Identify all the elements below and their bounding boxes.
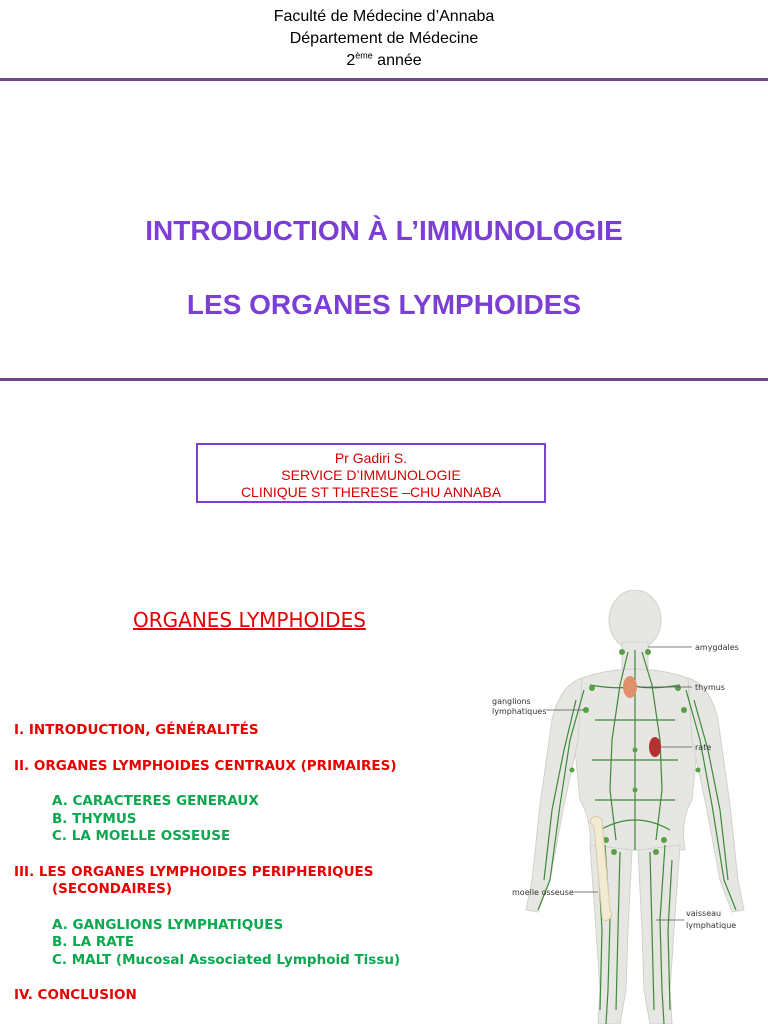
year-number: 2 — [346, 52, 356, 69]
faculty-name: Faculté de Médecine d’Annaba — [273, 8, 495, 25]
toc-item-iii-cont: (SECONDAIRES) — [52, 881, 172, 897]
toc-item-i: I. INTRODUCTION, GÉNÉRALITÉS — [14, 722, 259, 738]
year-label: année — [372, 52, 422, 69]
author-service: SERVICE D’IMMUNOLOGIE — [281, 467, 461, 483]
toc-item-iv: IV. CONCLUSION — [14, 987, 137, 1003]
toc-item-ii-b: B. THYMUS — [52, 810, 137, 827]
spleen-organ — [649, 737, 661, 757]
author-clinic: CLINIQUE ST THERESE –CHU ANNABA — [240, 484, 502, 500]
toc-item-iii-a: A. GANGLIONS LYMPHATIQUES — [52, 916, 284, 933]
bottom-divider — [0, 378, 768, 381]
top-divider — [0, 78, 768, 81]
label-ganglions-line2: lymphatiques — [492, 707, 547, 716]
thymus-organ — [623, 676, 637, 698]
table-of-contents — [14, 722, 400, 1005]
label-vaisseau-line2: lymphatique — [686, 921, 737, 930]
label-vaisseau-line1: vaisseau — [686, 909, 722, 918]
author-box — [196, 443, 546, 503]
label-rate: rate — [695, 743, 712, 752]
label-ganglions-line1: ganglions — [492, 697, 531, 706]
toc-item-iii-c: C. MALT (Mucosal Associated Lymphoid Tissu) — [52, 951, 401, 968]
lymphatic-system-illustration — [480, 590, 768, 1024]
year-line — [0, 50, 768, 72]
label-moelle-osseuse: moelle osseuse — [512, 888, 574, 897]
faculty-header — [0, 6, 768, 72]
department-name: Département de Médecine — [289, 30, 479, 47]
toc-item-iii-b: B. LA RATE — [52, 934, 135, 950]
label-amygdales: amygdales — [695, 643, 739, 652]
year-superscript: ème — [355, 50, 373, 61]
toc-item-ii-a: A. CARACTERES GENERAUX — [52, 793, 259, 809]
toc-item-iii: III. LES ORGANES LYMPHOIDES PERIPHERIQUES — [14, 863, 374, 880]
toc-item-ii: II. ORGANES LYMPHOIDES CENTRAUX (PRIMAIRES) — [14, 757, 397, 774]
toc-title: ORGANES LYMPHOIDES — [133, 608, 366, 632]
main-title: INTRODUCTION À L’IMMUNOLOGIE — [145, 215, 623, 246]
toc-item-ii-c: C. LA MOELLE OSSEUSE — [52, 828, 231, 844]
author-name: Pr Gadiri S. — [334, 450, 408, 466]
label-thymus: thymus — [695, 683, 725, 692]
subtitle: LES ORGANES LYMPHOIDES — [186, 289, 582, 320]
